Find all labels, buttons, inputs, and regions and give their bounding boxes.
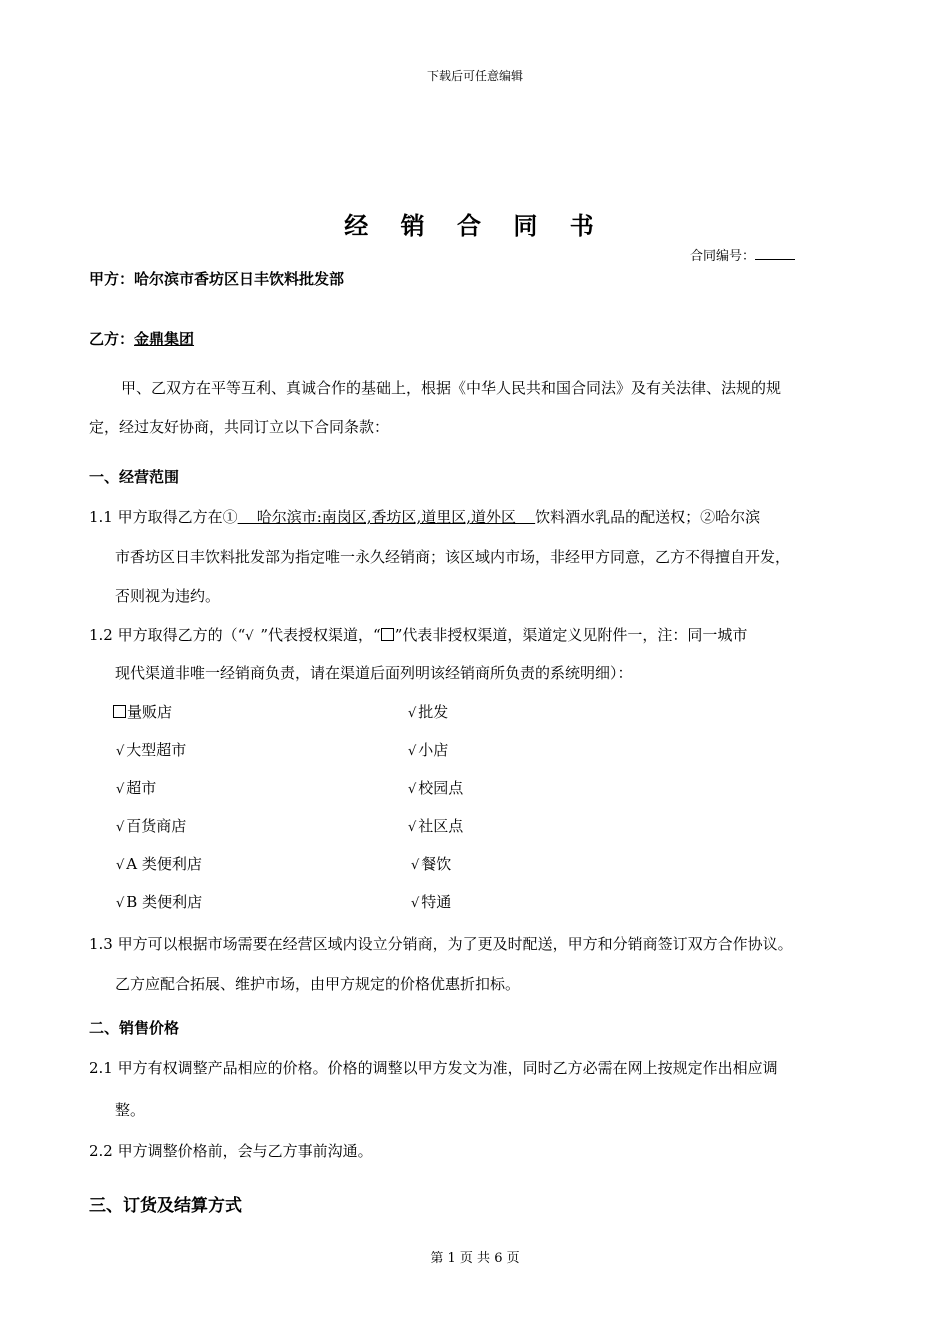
party-a-label: 甲方： [89,270,135,288]
checkbox-empty-icon [381,628,394,641]
check-icon: √ [411,858,420,873]
clause-1-1-prefix: 1.1 甲方取得乙方在① [89,508,238,526]
channel-label: 量贩店 [127,703,173,721]
clause-1-2-part-c: ”代表非授权渠道，渠道定义见附件一，注：同一城市 [394,626,748,644]
section-1-heading: 一、经营范围 [89,468,180,486]
channel-item [411,892,451,914]
page-footer: 第 1 页 共 6 页 [430,1251,520,1266]
channel-label: B 类便利店 [126,893,203,911]
channel-item [408,702,448,724]
clause-1-3-line-2: 乙方应配合拓展、维护市场，由甲方规定的价格优惠折扣标。 [115,975,521,993]
party-a [89,268,344,289]
contract-number-label: 合同编号： [690,249,756,264]
channel-label: 餐饮 [421,855,452,873]
intro-line-2: 定，经过友好协商，共同订立以下合同条款： [89,418,390,436]
channel-item [113,702,172,722]
channel-item [116,816,186,838]
check-icon: √ [116,782,125,797]
channel-label: 大型超市 [126,741,187,759]
channel-label: 校园点 [418,779,464,797]
clause-1-1-line-1 [89,507,760,527]
channel-item [116,854,202,876]
check-icon: √ [408,782,417,797]
document-title: 经 销 合 同 书 [344,212,606,240]
intro-line-1: 甲、乙双方在平等互利、真诚合作的基础上，根据《中华人民共和国合同法》及有关法律、法规的规 [121,379,782,397]
clause-1-2-line-2: 现代渠道非唯一经销商负责，请在渠道后面列明该经销商所负责的系统明细）： [115,664,633,682]
check-icon: √ [116,858,125,873]
channel-item [116,778,156,800]
clause-2-2: 2.2 甲方调整价格前，会与乙方事前沟通。 [89,1142,373,1160]
channel-label: 批发 [418,703,449,721]
channel-label: 社区点 [418,817,464,835]
check-icon: √ [116,896,125,911]
channel-label: 特通 [421,893,452,911]
check-icon: √ [245,629,254,644]
check-icon: √ [408,706,417,721]
clause-1-1-line-2: 市香坊区日丰饮料批发部为指定唯一永久经销商；该区域内市场，非经甲方同意，乙方不得擅自开发， [115,548,791,566]
clause-1-1-region: 哈尔滨市:南岗区,香坊区,道里区,道外区 [237,508,536,526]
party-a-value: 哈尔滨市香坊区日丰饮料批发部 [134,270,345,288]
clause-1-2-part-a: 1.2 甲方取得乙方的（“ [89,626,246,644]
channel-item [408,816,463,838]
contract-number [690,245,795,264]
channel-item [116,892,202,914]
checkbox-empty-icon [113,705,126,718]
section-2-heading: 二、销售价格 [89,1019,180,1037]
channel-item [408,778,463,800]
channel-item [408,740,448,762]
section-3-heading: 三、订货及结算方式 [89,1196,242,1216]
clause-1-1-line-3: 否则视为违约。 [115,587,221,605]
check-icon: √ [411,896,420,911]
clause-2-1-line-2: 整。 [115,1101,146,1119]
clause-1-1-suffix: 饮料酒水乳品的配送权；②哈尔滨 [535,508,761,526]
channel-item [116,740,186,762]
party-b [89,328,194,349]
channel-label: 超市 [126,779,157,797]
check-icon: √ [116,744,125,759]
clause-1-2-part-b: ”代表授权渠道，“ [255,626,381,644]
check-icon: √ [408,820,417,835]
clause-2-1-line-1: 2.1 甲方有权调整产品相应的价格。价格的调整以甲方发文为准，同时乙方必需在网上按规定作出相应调 [89,1059,778,1077]
check-icon: √ [408,744,417,759]
party-b-value: 金鼎集团 [134,330,195,348]
header-note: 下载后可任意编辑 [426,69,523,83]
party-b-label: 乙方： [89,330,135,348]
channel-label: A 类便利店 [126,855,202,873]
channel-item [411,854,451,876]
clause-1-2-line-1 [89,625,747,647]
contract-number-blank [755,248,795,260]
check-icon: √ [116,820,125,835]
channel-label: 百货商店 [126,817,187,835]
channel-label: 小店 [418,741,449,759]
clause-1-3-line-1: 1.3 甲方可以根据市场需要在经营区域内设立分销商，为了更及时配送，甲方和分销商签订双方合作协议。 [89,935,793,953]
